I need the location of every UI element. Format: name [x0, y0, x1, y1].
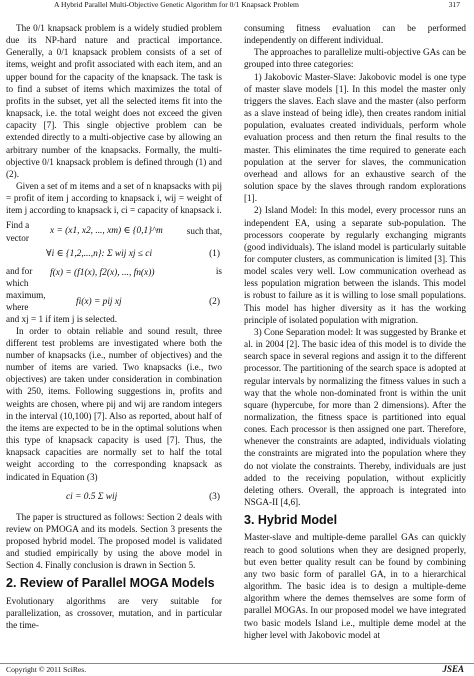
- equation-math: f(x) = (f1(x), f2(x), ..., fn(x)): [50, 267, 155, 278]
- left-column: [6, 22, 222, 631]
- equation-math: ∀i ∈ {1,2,...,n}: Σ wij xj ≤ ci: [46, 248, 153, 259]
- equation-lead-text: Find a vector: [6, 220, 30, 243]
- copyright-text: Copyright © 2011 SciRes.: [6, 665, 87, 674]
- equation-number: (2): [209, 296, 220, 307]
- equation-number: (3): [209, 491, 220, 502]
- running-title: A Hybrid Parallel Multi-Objective Genetic Algorithm for 0/1 Knapsack Problem: [54, 0, 299, 9]
- page-number: 317: [448, 0, 460, 9]
- paragraph: Given a set of m items and a set of n knapsacks with pij = profit of item j according to knapsack i, wij = weight of item j according to knapsack i, ci = capacity of knapsack i.: [6, 181, 222, 216]
- paragraph: The paper is structured as follows: Section 2 deals with review on PMOGA and its models. Section 3 presents the proposed hybrid model. The proposed model is validated and studied empirically by using the above model in Section 4. Finally conclusion is drawn in Section 5.: [6, 511, 222, 571]
- section-heading: 3. Hybrid Model: [244, 513, 338, 528]
- equation-1: [6, 243, 222, 265]
- equation-math: x = (x1, x2, ..., xm) ∈ {0,1}^m: [50, 226, 163, 237]
- equation-3: [6, 483, 222, 511]
- equation-math: fi(x) = pij xj: [76, 296, 122, 307]
- paragraph: The approaches to parallelize multi-objective GAs can be grouped into three categories:: [244, 47, 466, 70]
- paragraph: In order to obtain reliable and sound result, three different test problems are investigated where both the number of knapsacks (i.e., number of objectives) and the number of items are varied. Two knapsacks (i.e., two objectives) are taken under consideration in combination with 250, items. Following suggestions in, profits and weights are chosen, where pij and wij are random integers in the interval (10,100) [7]. Also as reported, about half of the items are expected to be in the optimal solutions when this type of knapsack capacity is used [7]. Thus, the knapsack capacities are normally set to half the total weight according to the corresponding knapsack as indicated in Equation (3): [6, 325, 222, 482]
- equation-tail-text: is: [215, 265, 222, 276]
- paragraph: consuming fitness evaluation can be performed independently on different individual.: [244, 23, 466, 46]
- running-header: [0, 0, 474, 12]
- paragraph: Master-slave and multiple-deme parallel GAs can quickly reach to good solutions when they are designed properly, but even better quality result can be found by combining any two basic form of parallel GA, in to a hierarchical algorithm. The basic idea is to design a multiple-deme algorithm where the demes themselves are some form of parallel MOGAs. In our proposed model we have integrated two basic models Island i.e., multiple deme model at the higher level with Jakobovic model at: [244, 532, 466, 640]
- paragraph: Evolutionary algorithms are very suitable for parallelization, as crossover, mutation, and in particular the time-: [6, 595, 222, 630]
- equation-tail-text: such that,: [186, 226, 222, 237]
- equation-number: (1): [209, 248, 220, 259]
- paragraph: 1) Jakobovic Master-Slave: Jakobovic model is one type of master slave models [1]. In this model the master only triggers the slaves. Each slave and the master (also perform as a slave instead of being idle), then creates random initial population, evaluates created individuals, perform whole evaluation process and then return the final results to the master. This eliminates the time required to generate each population at the server for slaves, the communication overhead and allows for an exhaustive search of the solution space by the slaves through random explorations [1].: [244, 71, 466, 204]
- right-column: [244, 22, 466, 641]
- page-footer: [0, 663, 474, 676]
- equation-math: ci = 0.5 Σ wij: [66, 491, 118, 502]
- paragraph: and xj = 1 if item j is selected.: [6, 313, 118, 324]
- journal-name: JSEA: [442, 664, 464, 674]
- paragraph: The 0/1 knapsack problem is a widely studied problem due its NP-hard nature and practical importance. Generally, a 0/1 knapsack problem consists of a set of items, weight and profit associated with each item, and an upper bound for the capacity of the knapsack. The task is to find a subset of items which maximizes the total of profits in the subset, yet all the selected items fit into the knapsack, i.e. the total weight does not exceed the given capacity [7]. This single objective problem can be extended directly to a multi-objective case by allowing an arbitrary number of the knapsacks. Formally, the multi-objective 0/1 knapsack problem is defined through (1) and (2).: [6, 23, 222, 179]
- section-heading: 2. Review of Parallel MOGA Models: [6, 576, 215, 591]
- paragraph: 3) Cone Separation model: It was suggested by Branke et al. in 2004 [2]. The basic idea of this model is to divide the search space in several regions and assign it to the different processor. The partitioning of the search space is adopted at regular intervals by normalizing the fitness values in such a way that the whole non-dominated front is within the unit square (hypercube, for more than 2 dimensions). After the normalization, the fitness space is partitioned into equal cones. Each processor is then assigned one part. Therefore, whenever the constraints are adapted, individuals violating the constraints are migrated into the population where they do not violate the constraints. Thereby, individuals are just added to the receiving population, without explicitly deleting others. Overall, the approach is integrated into NSGA-II [4,6].: [244, 326, 466, 508]
- equation-lead-text: and for which maximum, where: [6, 265, 46, 312]
- paragraph: 2) Island Model: In this model, every processor runs an independent EA, using a separate sub-population. The processors cooperate by regularly exchanging migrants (good individuals). The island model is particularly suitable for computer clusters, as communication is limited [3]. This model scales very well. Low communication overhead as less population migration between the islands. This model is robust to failure as it is willing to lose small populations. This model has higher diversity as it has the working principle of isolated population with migration.: [244, 205, 466, 325]
- equation-find-vector: [6, 221, 222, 243]
- equation-2: [6, 291, 222, 313]
